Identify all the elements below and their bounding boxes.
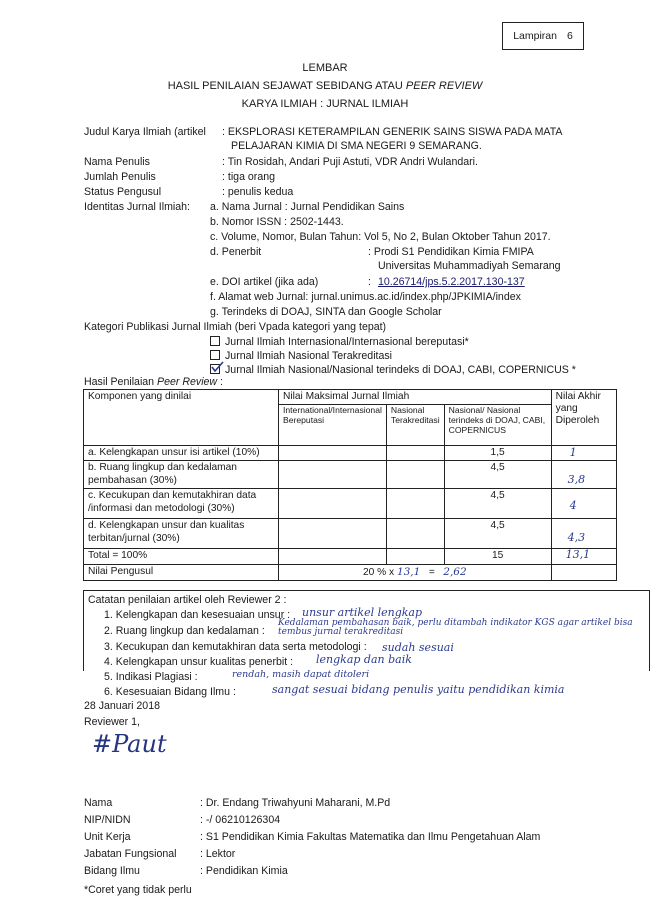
kategori-option-3[interactable]: Jurnal Ilmiah Nasional/Nasional terindeks di DOAJ, CABI, COPERNICUS *: [210, 364, 576, 377]
penulis-label: Nama Penulis: [84, 156, 150, 168]
check-mark-icon: [211, 361, 224, 373]
title-line3: KARYA ILMIAH : JURNAL ILMIAH: [241, 98, 409, 110]
penulis-value: : Tin Rosidah, Andari Puji Astuti, VDR Andri Wulandari.: [222, 156, 478, 168]
pengusul-row: Nilai Pengusul 20 % x 13,1 = 2,62: [84, 564, 617, 580]
identitas-g: g. Terindeks di DOAJ, SINTA dan Google Scholar: [210, 306, 442, 318]
table-row: a. Kelengkapan unsur isi artikel (10%) 1,5 1: [84, 446, 617, 461]
identitas-c: c. Volume, Nomor, Bulan Tahun: Vol 5, No 2, Bulan Oktober Tahun 2017.: [210, 231, 551, 243]
catatan-hand-1: unsur artikel lengkap: [302, 606, 423, 619]
judul-label: Judul Karya Ilmiah (artikel: [84, 126, 206, 138]
header-sub-terakreditasi: Nasional Terakreditasi: [386, 405, 444, 446]
identity-value-bidang: : Pendidikan Kimia: [200, 865, 288, 877]
catatan-item-4: 4. Kelengkapan unsur kualitas penerbit :: [104, 656, 294, 668]
table-row: d. Kelengkapan unsur dan kualitas terbitan/jurnal (30%) 4,5 4,3: [84, 519, 617, 549]
checkbox-nasional-terindeks[interactable]: [210, 364, 220, 374]
jumlah-value: : tiga orang: [222, 171, 276, 183]
judul-value-1: : EKSPLORASI KETERAMPILAN GENERIK SAINS SISWA PADA MATA: [222, 126, 563, 138]
identitas-b: b. Nomor ISSN : 2502-1443.: [210, 216, 344, 228]
total-row: Total = 100% 15 13,1: [84, 549, 617, 564]
jumlah-label: Jumlah Penulis: [84, 171, 156, 183]
catatan-item-6: 6. Kesesuaian Bidang Ilmu :: [104, 686, 236, 698]
catatan-item-3: 3. Kecukupan dan kemutakhiran data serta metodologi :: [104, 641, 367, 653]
identity-label-bidang: Bidang Ilmu: [84, 865, 140, 877]
lampiran-number: 6: [566, 29, 573, 42]
doi-colon: :: [368, 276, 371, 288]
review-date: 28 Januari 2018: [84, 700, 160, 712]
kategori-option-1[interactable]: Jurnal Ilmiah Internasional/Internasional bereputasi*: [210, 336, 469, 349]
title-line2: HASIL PENILAIAN SEJAWAT SEBIDANG ATAU PEER REVIEW: [167, 80, 483, 92]
identity-label-unit: Unit Kerja: [84, 831, 131, 843]
identity-label-jabatan: Jabatan Fungsional: [84, 848, 177, 860]
title-line1: LEMBAR: [302, 62, 348, 74]
identity-value-nip: : -/ 06210126304: [200, 814, 281, 826]
kategori-label: Kategori Publikasi Jurnal Ilmiah (beri Vpada kategori yang tepat): [84, 321, 387, 333]
reviewer-signature: #Paut: [92, 730, 167, 758]
catatan-title: Catatan penilaian artikel oleh Reviewer 2 :: [88, 594, 287, 606]
catatan-hand-6: sangat sesuai bidang penulis yaitu pendidikan kimia: [272, 683, 565, 696]
identitas-f: f. Alamat web Jurnal: jurnal.unimus.ac.id/index.php/JPKIMIA/index: [210, 291, 521, 303]
status-label: Status Pengusul: [84, 186, 162, 198]
identitas-label: Identitas Jurnal Ilmiah:: [84, 201, 190, 213]
identitas-d-value1: : Prodi S1 Pendidikan Kimia FMIPA: [368, 246, 534, 258]
doi-link[interactable]: 10.26714/jps.5.2.2017.130-137: [378, 276, 525, 288]
header-sub-international: International/Internasional Bereputasi: [279, 405, 387, 446]
lampiran-box: [502, 22, 584, 50]
kategori-option-2[interactable]: Jurnal Ilmiah Nasional Terakreditasi: [210, 350, 392, 363]
identity-value-nama: : Dr. Endang Triwahyuni Maharani, M.Pd: [200, 797, 391, 809]
checkbox-international[interactable]: [210, 336, 220, 346]
identity-value-jabatan: : Lektor: [200, 848, 236, 860]
status-value: : penulis kedua: [222, 186, 294, 198]
catatan-hand-3: sudah sesuai: [382, 641, 454, 654]
identitas-d-value2: Universitas Muhammadiyah Semarang: [378, 260, 561, 272]
identity-label-nip: NIP/NIDN: [84, 814, 131, 826]
header-komponen: Komponen yang dinilai: [84, 390, 279, 446]
peer-review-table: [83, 389, 617, 581]
reviewer-label: Reviewer 1,: [84, 716, 140, 728]
header-nilai-maks: Nilai Maksimal Jurnal Ilmiah: [279, 390, 552, 405]
identitas-a: a. Nama Jurnal : Jurnal Pendidikan Sains: [210, 201, 405, 213]
identity-value-unit: : S1 Pendidikan Kimia Fakultas Matematika dan Ilmu Pengetahuan Alam: [200, 831, 541, 843]
table-row: c. Kecukupan dan kemutakhiran data /informasi dan metodologi (30%) 4,5 4: [84, 489, 617, 519]
footnote: *Coret yang tidak perlu: [84, 884, 192, 896]
table-row: b. Ruang lingkup dan kedalaman pembahasan (30%) 4,5 3,8: [84, 461, 617, 489]
catatan-item-1: 1. Kelengkapan dan kesesuaian unsur :: [104, 609, 291, 621]
hasil-label: Hasil Penilaian Peer Review :: [84, 376, 223, 388]
catatan-item-2: 2. Ruang lingkup dan kedalaman :: [104, 625, 265, 637]
catatan-item-5: 5. Indikasi Plagiasi :: [104, 671, 198, 683]
identitas-e-label: e. DOI artikel (jika ada): [210, 276, 319, 288]
judul-value-2: PELAJARAN KIMIA DI SMA NEGERI 9 SEMARANG.: [231, 140, 482, 152]
identitas-d-label: d. Penerbit: [210, 246, 262, 258]
header-sub-terindeks: Nasional/ Nasional terindeks di DOAJ, CABI, COPERNICUS: [444, 405, 551, 446]
catatan-hand-4: lengkap dan baik: [316, 653, 412, 666]
checkbox-terakreditasi[interactable]: [210, 350, 220, 360]
catatan-hand-5: rendah, masih dapat ditoleri: [232, 669, 370, 680]
header-nilai-akhir: Nilai Akhir yang Diperoleh: [551, 390, 616, 446]
lampiran-label: Lampiran: [513, 29, 557, 42]
catatan-hand-2: Kedalaman pembahasan baik, perlu ditambah indikator KGS agar artikel bisa tembus jurnal terakreditasi: [278, 618, 633, 638]
identity-label-nama: Nama: [84, 797, 113, 809]
